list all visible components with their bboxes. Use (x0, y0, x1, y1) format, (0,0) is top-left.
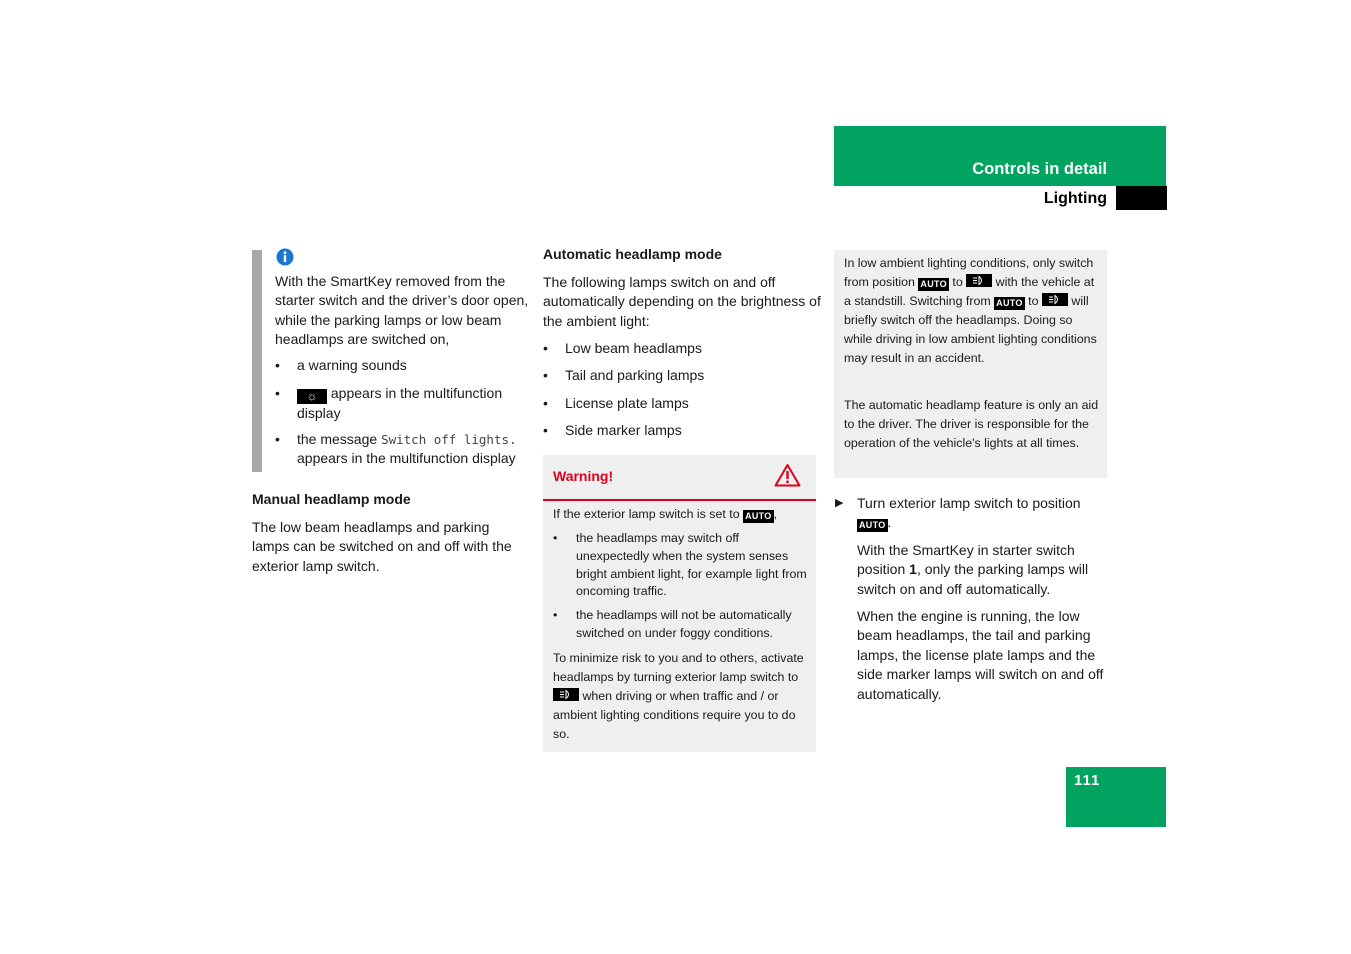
warning-triangle-icon (774, 463, 801, 492)
list-item: • the headlamps will not be automatically switched on under foggy conditions. (553, 608, 792, 640)
display-message: Switch off lights. (381, 432, 517, 447)
step-arrow-icon: ▶ (835, 497, 844, 509)
section-tab-marker (1116, 186, 1167, 210)
manual-mode-heading: Manual headlamp mode (252, 491, 411, 507)
step-instruction: Turn exterior lamp switch to position AUTO . (857, 495, 1081, 531)
list-item: • the headlamps may switch off unexpectedly when the system senses bright ambient light, for example light from oncoming traffic. (553, 531, 807, 599)
caution-note-p1: In low ambient lighting conditions, only switch from position AUTO to with the vehicle at a standstill. Switching from AUTO to will briefly switch off the headlamps. Doing so while driving in low ambient lighting conditions may result in an accident. (844, 256, 1097, 365)
subsection-title: Lighting (1043, 190, 1107, 207)
warning-outro: To minimize risk to you and to others, activate headlamps by turning exterior lamp switch to when driving or when traffic and / or ambient lighting conditions require you to do so. (553, 651, 804, 741)
auto-switch-symbol: AUTO (996, 298, 1023, 308)
auto-switch-symbol: AUTO (920, 279, 947, 289)
lamp-list (543, 339, 813, 448)
list-item: • a warning sounds (275, 357, 407, 373)
list-item: • Side marker lamps (543, 421, 682, 438)
lamp-display-icon: ☼ (297, 389, 327, 404)
list-item: • ☼ appears in the multifunction display (275, 385, 503, 421)
note-sidebar-bar (252, 250, 262, 472)
low-beam-symbol (966, 274, 992, 287)
low-beam-symbol (1042, 293, 1068, 306)
warning-title: Warning! (553, 468, 614, 484)
warning-intro: If the exterior lamp switch is set to AUTO , (553, 507, 778, 521)
info-icon (276, 248, 294, 271)
list-item: • License plate lamps (543, 394, 689, 411)
note-intro: With the SmartKey removed from the starter switch and the driver’s door open, while the parking lamps or low beam headlamps are switched on, (275, 273, 529, 348)
step-detail-1: With the SmartKey in starter switch position 1, only the parking lamps will switch on and off automatically. (857, 542, 1089, 597)
section-title: Controls in detail (972, 160, 1107, 178)
list-item: • Low beam headlamps (543, 340, 702, 356)
list-item: • Tail and parking lamps (543, 367, 705, 384)
list-item: • the message Switch off lights. appears in the multifunction display (275, 431, 517, 467)
auto-switch-symbol: AUTO (745, 511, 772, 521)
auto-mode-body: The following lamps switch on and off automatically depending on the brightness of the ambient light: (543, 274, 821, 329)
manual-mode-body: The low beam headlamps and parking lamps can be switched on and off with the exterior lamp switch. (252, 519, 512, 574)
auto-switch-symbol: AUTO (859, 520, 886, 531)
step-detail-2: When the engine is running, the low beam headlamps, the tail and parking lamps, the license plate lamps and the side marker lamps will switch on and off automatically. (857, 608, 1104, 702)
low-beam-symbol (553, 688, 579, 701)
auto-mode-heading: Automatic headlamp mode (543, 246, 722, 262)
page-number: 111 (1074, 772, 1101, 789)
caution-note-p2: The automatic headlamp feature is only an aid to the driver. The driver is responsible for the operation of the vehicle's lights at all times. (844, 398, 1099, 450)
